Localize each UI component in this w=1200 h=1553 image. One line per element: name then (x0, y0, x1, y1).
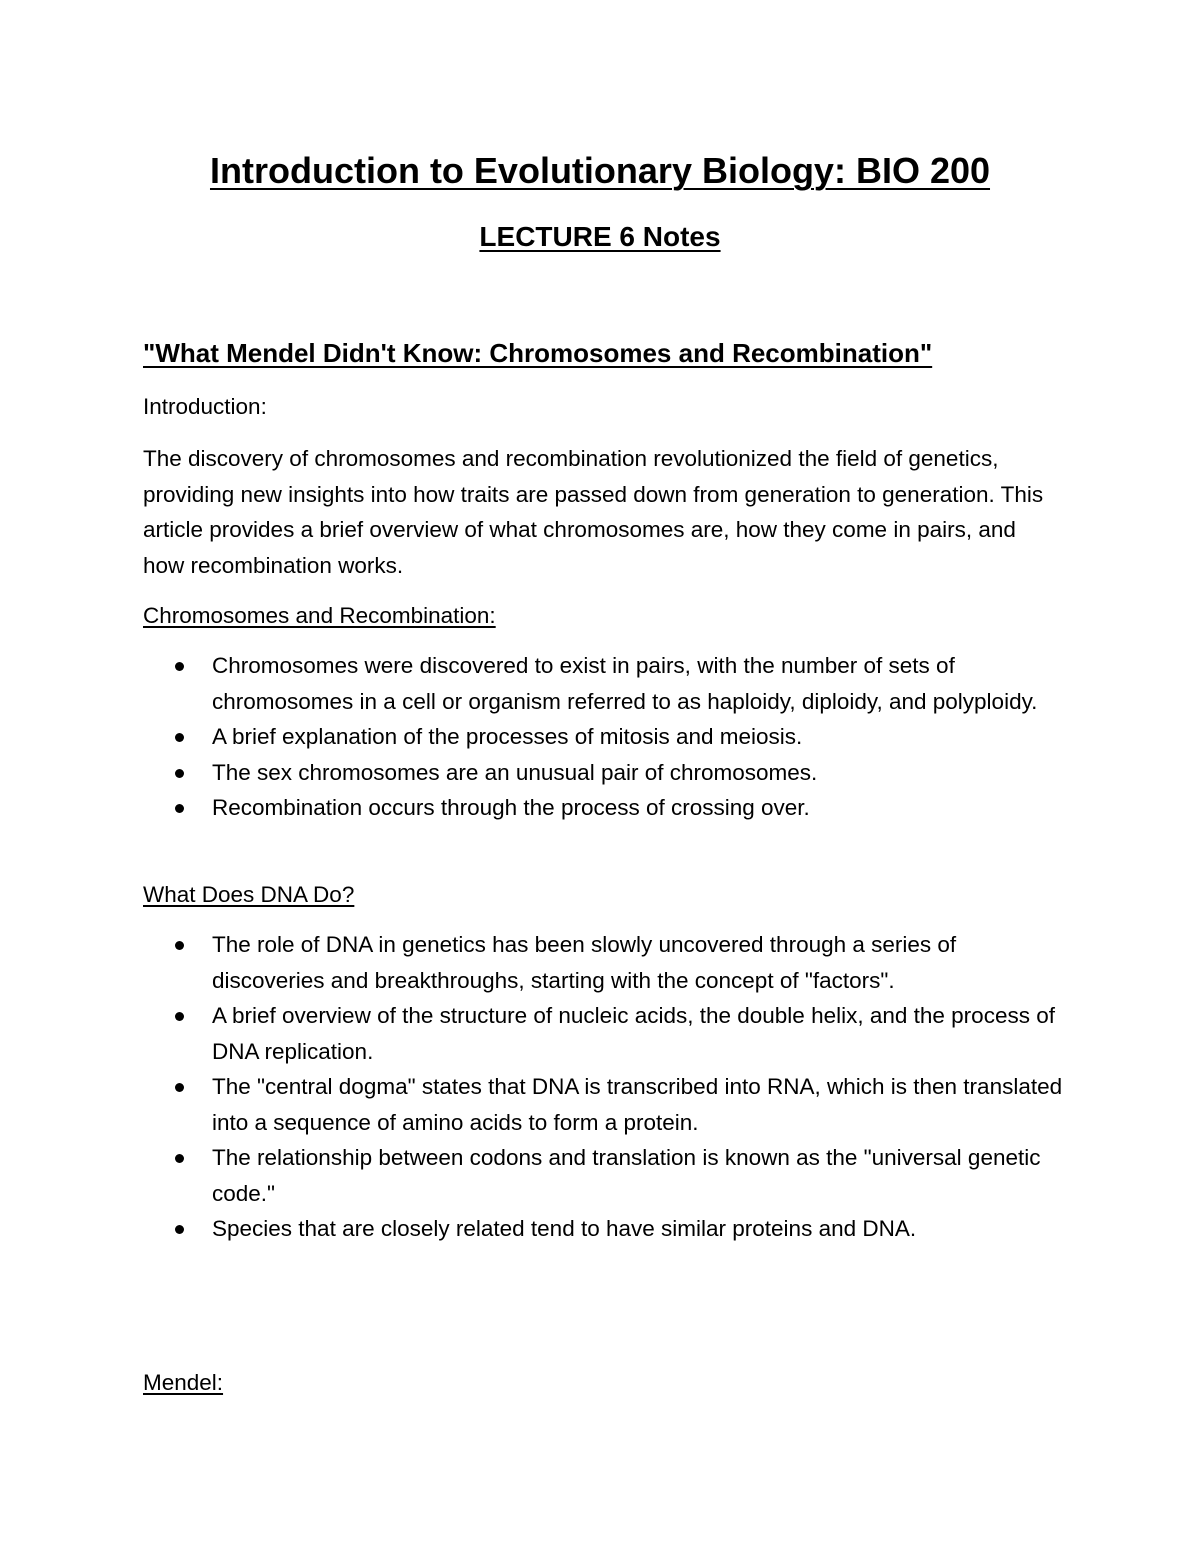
document-title: Introduction to Evolutionary Biology: BIO 200 (209, 150, 991, 191)
chromosomes-section-heading: Chromosomes and Recombination: (143, 603, 496, 628)
introduction-paragraph: The discovery of chromosomes and recombination revolutionized the field of genetics, providing new insights into how traits are passed down from generation to generation. This article provides a brief overview of what chromosomes are, how they come in pairs, and how recombination works. (143, 446, 1044, 578)
article-title: "What Mendel Didn't Know: Chromosomes and Recombination" (143, 338, 933, 368)
dna-bullet-list (143, 927, 1063, 1247)
dna-section-heading: What Does DNA Do? (143, 882, 355, 907)
list-item: The role of DNA in genetics has been slowly uncovered through a series of discoveries and breakthroughs, starting with the concept of "factors". (143, 927, 1063, 998)
lecture-subtitle: LECTURE 6 Notes (479, 221, 721, 252)
list-item: Recombination occurs through the process of crossing over. (143, 790, 1063, 826)
list-item: Chromosomes were discovered to exist in pairs, with the number of sets of chromosomes in a cell or organism referred to as haploidy, diploidy, and polyploidy. (143, 648, 1063, 719)
list-item: The "central dogma" states that DNA is transcribed into RNA, which is then translated into a sequence of amino acids to form a protein. (143, 1069, 1063, 1140)
list-item: A brief overview of the structure of nucleic acids, the double helix, and the process of DNA replication. (143, 998, 1063, 1069)
chromosomes-bullet-list (143, 648, 1063, 826)
list-item: The sex chromosomes are an unusual pair of chromosomes. (143, 755, 1063, 791)
mendel-section-heading: Mendel: (143, 1370, 224, 1395)
list-item: The relationship between codons and translation is known as the "universal genetic code." (143, 1140, 1063, 1211)
list-item: Species that are closely related tend to have similar proteins and DNA. (143, 1211, 1063, 1247)
list-item: A brief explanation of the processes of mitosis and meiosis. (143, 719, 1063, 755)
introduction-heading: Introduction: (143, 394, 267, 419)
